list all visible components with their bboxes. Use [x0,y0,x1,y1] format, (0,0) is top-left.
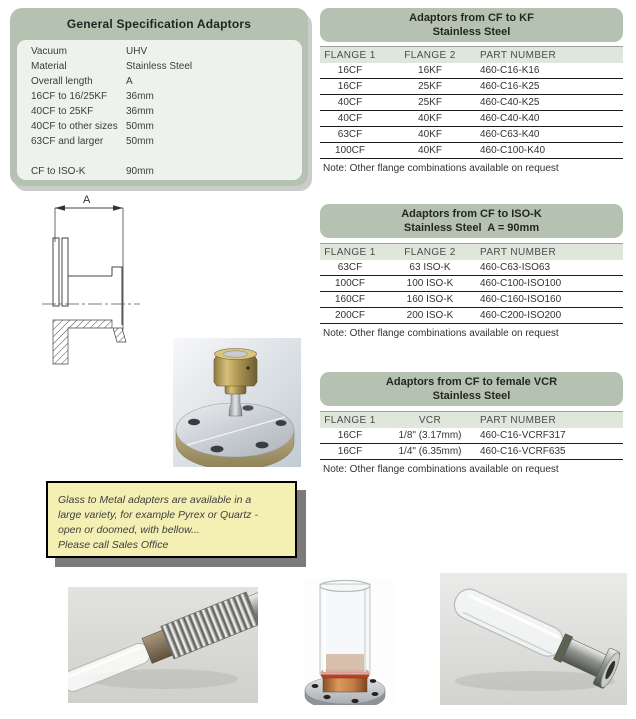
cell-flange1: 16CF [337,81,363,92]
table-row [320,276,623,292]
table-row [320,143,623,159]
cell-part-number: 460-C200-ISO200 [480,310,562,321]
cell-flange1: 16CF [337,430,363,441]
table-row [320,428,623,444]
spec-value: 90mm [126,166,154,177]
cell-flange2: 40KF [418,113,442,124]
table-title-line1: Adaptors from CF to KF [409,12,534,24]
vent-hole [246,366,249,369]
general-spec-panel [10,8,308,186]
cell-vcr-size: 1/4" (6.35mm) [398,446,462,457]
table-title-line2: Stainless Steel [432,25,511,38]
cell-part-number: 460-C40-K25 [480,97,540,108]
cell-flange2: 63 ISO-K [409,262,451,273]
technical-drawing-svg [42,192,147,372]
spec-value: UHV [126,46,148,57]
cell-flange1: 100CF [334,278,365,289]
spec-label: Material [31,61,67,72]
table-row [320,79,623,95]
dimension-arrows [55,205,123,330]
table-row [320,444,623,460]
photo-copper-svg [303,578,394,705]
photo-glass-kf-svg [440,573,627,705]
cell-flange2: 16KF [418,65,442,76]
spec-row [31,119,302,134]
cell-flange2: 25KF [418,97,442,108]
table-note: Note: Other flange combinations available on request [323,464,559,475]
table-header-band [320,372,623,406]
cell-flange1: 200CF [334,310,365,321]
cell-part-number: 460-C16-K16 [480,65,540,76]
cell-flange1: 40CF [337,97,363,108]
table-title-line2: Stainless Steel A = 90mm [403,221,540,234]
note-line: Glass to Metal adapters are available in a [58,494,252,506]
table-row [320,308,623,324]
photo-cf-vcr-svg [173,338,301,467]
spec-label: 63CF and larger [31,136,104,147]
dimension-a-label: A [83,194,91,206]
cell-flange2: 200 ISO-K [406,310,454,321]
spec-row [31,164,302,179]
spec-row [31,89,302,104]
table-cf-to-isok [320,204,623,339]
bolt-hole [243,405,254,411]
table-row [320,260,623,276]
spec-label: Vacuum [31,46,67,57]
table-note: Note: Other flange combinations available on request [323,163,559,174]
general-spec-title: General Specification Adaptors [66,17,252,31]
table-row [320,292,623,308]
table-row [320,63,623,79]
note-line: open or doomed, with bellow... [58,524,200,536]
spec-label: Overall length [31,76,93,87]
table-header-band [320,8,623,42]
spec-value: A [126,76,133,87]
spec-row [31,74,302,89]
photo-bellows-svg [68,587,258,703]
general-spec-list [17,40,302,180]
column-header-row [320,46,623,63]
column-header: FLANGE 1 [324,414,376,426]
cell-flange1: 40CF [337,113,363,124]
spec-row [31,59,302,74]
table-row [320,95,623,111]
column-header: PART NUMBER [480,246,557,258]
table-row [320,111,623,127]
table-title-line1: Adaptors from CF to female VCR [385,376,558,388]
photo-bellows-adaptor [68,587,258,703]
table-row [320,127,623,143]
glass-cylinder [320,581,370,675]
spec-row [31,104,302,119]
cell-part-number: 460-C16-VCRF317 [480,430,566,441]
cell-flange1: 63CF [337,129,363,140]
glass-metal-note-box [46,481,297,558]
column-header: FLANGE 2 [404,49,456,61]
spec-row-spacer [31,149,302,164]
cell-flange2: 40KF [418,129,442,140]
cell-flange1: 63CF [337,262,363,273]
table-header-band [320,204,623,238]
column-header: VCR [418,414,442,426]
bolt-hole [211,446,224,453]
technical-drawing [42,192,147,372]
cell-vcr-size: 1/8" (3.17mm) [398,430,462,441]
cell-flange2: 25KF [418,81,442,92]
photo-cf-vcr-adaptor [173,338,301,467]
spec-label: 16CF to 16/25KF [31,91,108,102]
cell-part-number: 460-C16-VCRF635 [480,446,566,457]
bolt-hole [276,420,287,426]
cell-part-number: 460-C40-K40 [480,113,540,124]
spec-value: 50mm [126,121,154,132]
photo-glass-kf-adaptor [440,573,627,705]
cell-part-number: 460-C100-ISO100 [480,278,562,289]
spec-row [31,134,302,149]
column-header: FLANGE 1 [324,49,376,61]
cell-flange2: 40KF [418,145,442,156]
cell-part-number: 460-C100-K40 [480,145,546,156]
table-title-line2: Stainless Steel [432,389,511,402]
bolt-hole [256,442,269,449]
column-header: PART NUMBER [480,49,557,61]
cell-part-number: 460-C160-ISO160 [480,294,562,305]
hatched-section [53,320,126,364]
cell-part-number: 460-C16-K25 [480,81,540,92]
column-header: FLANGE 2 [404,246,456,258]
cell-part-number: 460-C63-ISO63 [480,262,551,273]
cell-flange1: 16CF [337,65,363,76]
table-title-line1: Adaptors from CF to ISO-K [401,208,542,220]
spec-value: Stainless Steel [126,61,193,72]
table-cf-to-kf [320,8,623,174]
flange-section-outline [53,238,122,325]
photo-glass-copper-flange [303,578,394,705]
column-header-row [320,411,623,428]
spec-value: 36mm [126,106,154,117]
table-cf-to-vcr [320,372,623,475]
spec-label: 40CF to other sizes [31,121,118,132]
spec-label: CF to ISO-K [31,166,86,177]
column-header-row [320,243,623,260]
cell-flange1: 160CF [334,294,365,305]
spec-row [31,44,302,59]
note-line: Please call Sales Office [58,539,169,551]
spec-value: 36mm [126,91,154,102]
cell-part-number: 460-C63-K40 [480,129,540,140]
cell-flange2: 160 ISO-K [406,294,454,305]
cell-flange2: 100 ISO-K [406,278,454,289]
note-line: large variety, for example Pyrex or Quartz - [58,509,258,521]
cell-flange1: 100CF [334,145,365,156]
table-note: Note: Other flange combinations available on request [323,328,559,339]
column-header: PART NUMBER [480,414,557,426]
cell-flange1: 16CF [337,446,363,457]
bolt-hole [188,419,200,425]
spec-label: 40CF to 25KF [31,106,94,117]
column-header: FLANGE 1 [324,246,376,258]
spec-value: 50mm [126,136,154,147]
